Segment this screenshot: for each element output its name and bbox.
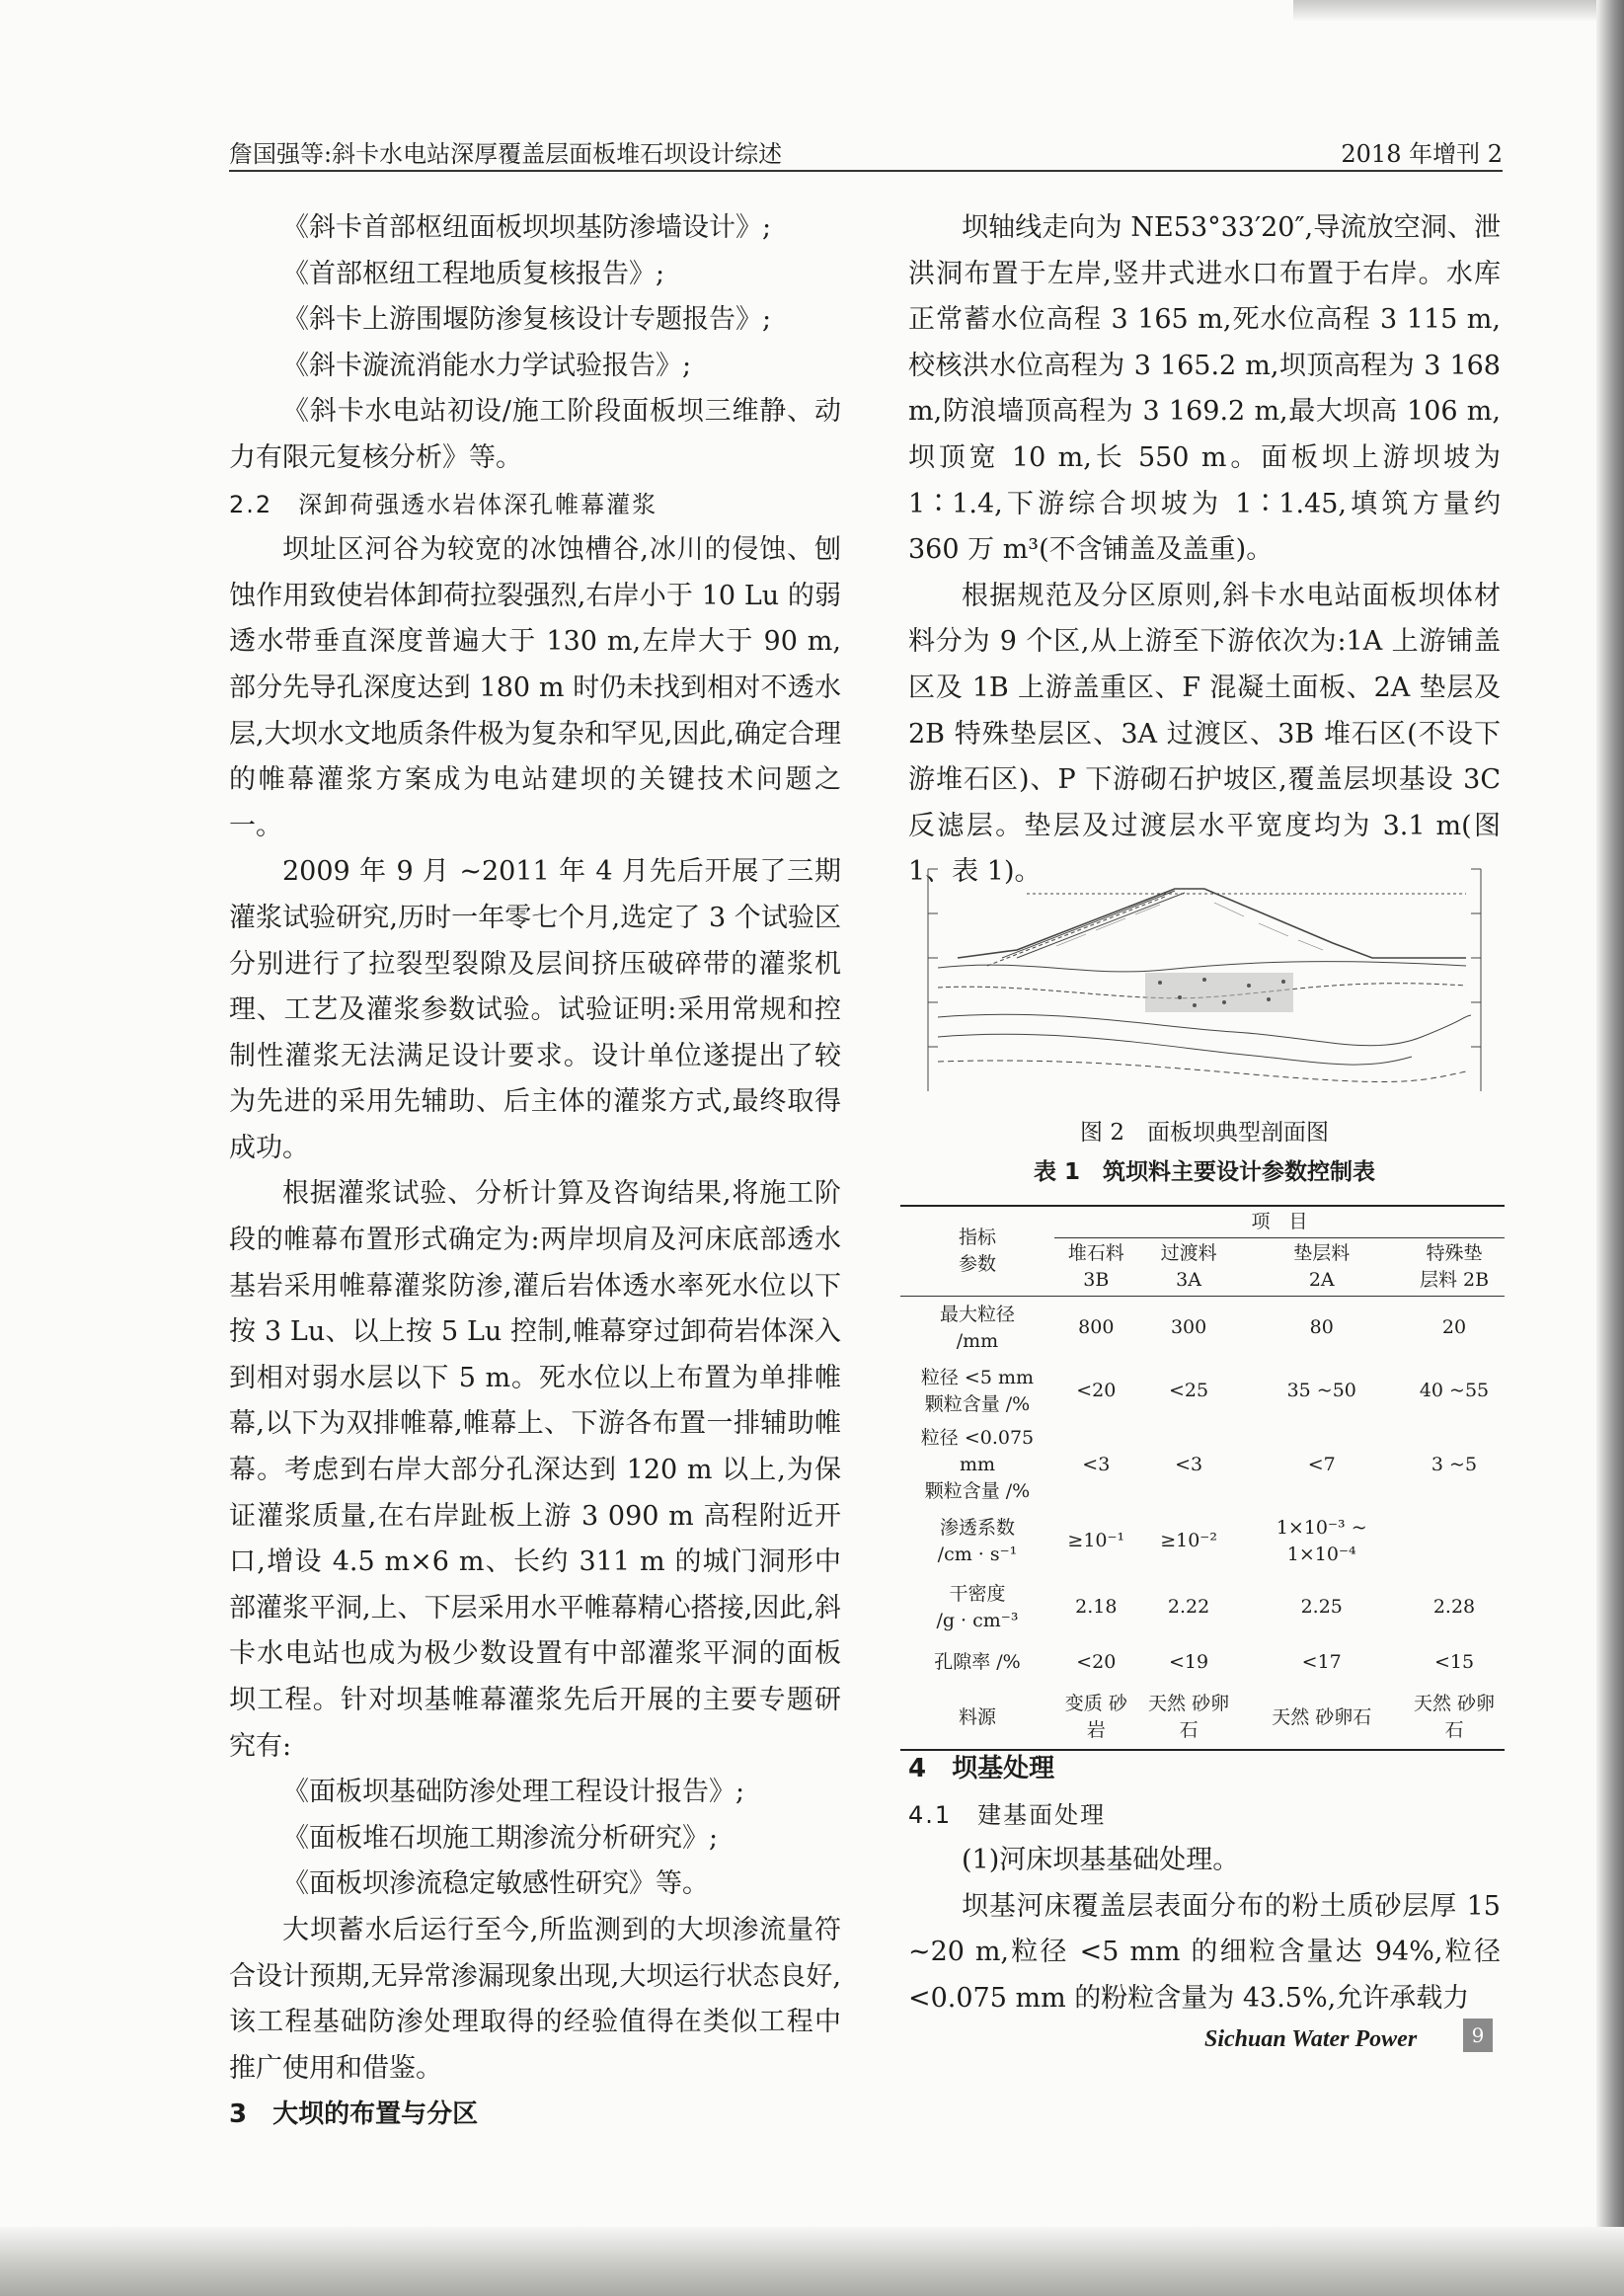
table-cell: 40 ~55: [1419, 1380, 1490, 1401]
table-cell: 20: [1441, 1316, 1467, 1339]
reference-item: 《斜卡水电站初设/施工阶段面板坝三维静、动力有限元复核分析》等。: [229, 396, 841, 473]
header-issue: 2018 年增刊 2: [1341, 140, 1503, 168]
table-cell: 2.28: [1432, 1596, 1476, 1618]
subsection-heading-4-1: 4.1 建基面处理: [908, 1800, 1107, 1829]
reference-item: 《面板堆石坝施工期渗流分析研究》;: [282, 1822, 719, 1854]
design-parameters-table: [900, 1205, 1505, 1751]
table-row: [900, 1639, 1505, 1687]
table-cell: <3: [1082, 1453, 1111, 1475]
reference-item: 《斜卡上游围堰防渗复核设计专题报告》;: [282, 304, 772, 336]
table-cell: <15: [1433, 1651, 1475, 1673]
table-cell: 2.22: [1167, 1596, 1210, 1618]
row-label: 粒径 <0.075 mm 颗粒含量 /%: [920, 1426, 1035, 1502]
table-cell: 2.25: [1300, 1596, 1343, 1618]
table-caption-text: 筑坝料主要设计参数控制表: [1103, 1159, 1375, 1185]
table-group-header: 项 目: [1054, 1206, 1505, 1238]
header-title: 詹国强等:斜卡水电站深厚覆盖层面板堆石坝设计综述: [229, 140, 783, 168]
table-row: [900, 1576, 1505, 1639]
reference-item: 《斜卡漩流消能水力学试验报告》;: [282, 350, 692, 381]
table-row: [900, 1423, 1505, 1507]
table-cell: 80: [1309, 1316, 1334, 1339]
reference-item: 《面板坝渗流稳定敏感性研究》等。: [282, 1868, 709, 1900]
paragraph: 根据灌浆试验、分析计算及咨询结果,将施工阶段的帷幕布置形式确定为:两岸坝肩及河床底部透水基岩采用帷幕灌浆防渗,灌后岩体透水率死水位以下按 3 Lu、以上按 5 Lu 控制,帷幕穿过卸荷岩体深入到相对弱水层以下 5 m。死水位以上布置为单排帷幕,以下为双排帷幕,帷幕上、下游各布置一排辅助帷幕。考虑到右岸大部分孔深达到 120 m 以上,为保证灌浆质量,在右岸趾板上游 3 090 m 高程附近开口,增设 4.5 m×6 m、长约 311 m 的城门洞形中部灌浆平洞,上、下层采用水平帷幕精心搭接,因此,斜卡水电站也成为极少数设置有中部灌浆平洞的面板坝工程。针对坝基帷幕灌浆先后开展的主要专题研究有:: [229, 1178, 841, 1762]
row-label: 料源: [900, 1687, 1054, 1750]
table-cell: 35 ~50: [1286, 1380, 1356, 1401]
table-row: [900, 1297, 1505, 1360]
scan-shadow-bottom: [0, 2227, 1624, 2296]
journal-name: Sichuan Water Power: [1204, 2026, 1418, 2052]
paragraph: 坝址区河谷为较宽的冰蚀槽谷,冰川的侵蚀、刨蚀作用致使岩体卸荷拉裂强烈,右岸小于 10 Lu 的弱透水带垂直深度普遍大于 130 m,左岸大于 90 m,部分先导孔深度达到 180 m 时仍未找到相对不透水层,大坝水文地质条件极为复杂和罕见,因此,确定合理的帷幕灌浆方案成为电站建坝的关键技术问题之一。: [229, 534, 841, 841]
table-cell: <25: [1169, 1380, 1209, 1401]
table-cell: 变质 砂岩: [1054, 1687, 1138, 1750]
table-cell: 天然 砂卵石: [1138, 1687, 1240, 1750]
table-caption-number: 表 1: [1033, 1159, 1080, 1185]
paragraph: 根据规范及分区原则,斜卡水电站面板坝体材料分为 9 个区,从上游至下游依次为:1A 上游铺盖区及 1B 上游盖重区、F 混凝土面板、2A 垫层及 2B 特殊垫层区、3A 过渡区、3B 堆石区(不设下游堆石区)、P 下游砌石护坡区,覆盖层坝基设 3C 反滤层。垫层及过渡层水平宽度均为 3.1 m(图 1、表 1)。: [908, 580, 1501, 888]
table-cell: 天然 砂卵石: [1404, 1687, 1505, 1750]
reference-item: 《面板坝基础防渗处理工程设计报告》;: [282, 1777, 745, 1808]
paragraph: 坝基河床覆盖层表面分布的粉土质砂层厚 15 ~20 m,粒径 <5 mm 的细粒含量达 94%,粒径 <0.075 mm 的粉粒含量为 43.5%,允许承载力: [908, 1890, 1501, 2014]
table-cell: 1×10⁻³ ~ 1×10⁻⁴: [1276, 1516, 1367, 1565]
scan-shadow-right: [1596, 0, 1624, 2296]
column-header: 堆石料 3B: [1054, 1238, 1138, 1297]
table-cell: <20: [1076, 1651, 1117, 1673]
reference-item: 《斜卡首部枢纽面板坝坝基防渗墙设计》;: [282, 212, 772, 243]
table-row: [900, 1687, 1505, 1750]
table-cell: 800: [1078, 1316, 1115, 1339]
paragraph: 2009 年 9 月 ~2011 年 4 月先后开展了三期灌浆试验研究,历时一年零七个月,选定了 3 个试验区分别进行了拉裂型裂隙及层间挤压破碎带的灌浆机理、工艺及灌浆参数试验。试验证明:采用常规和控制性灌浆无法满足设计要求。设计单位遂提出了较为先进的采用先辅助、后主体的灌浆方式,最终取得成功。: [229, 856, 841, 1163]
table-cell: <19: [1169, 1651, 1209, 1673]
table-caption: [908, 1153, 1501, 1186]
scan-shadow-top: [1293, 0, 1624, 22]
column-header: 垫层料 2A: [1239, 1238, 1404, 1297]
table-cell: ≥10⁻¹: [1067, 1530, 1125, 1551]
running-header: [229, 130, 1503, 172]
table-cell: <20: [1076, 1380, 1117, 1401]
table-cell: [1404, 1507, 1505, 1576]
table-cell: 天然 砂卵石: [1239, 1687, 1404, 1750]
paragraph: (1)河床坝基基础处理。: [962, 1845, 1240, 1876]
row-label: 粒径 <5 mm 颗粒含量 /%: [920, 1366, 1035, 1415]
dam-cross-section-figure: [908, 859, 1501, 1096]
column-header: 特殊垫 层料 2B: [1404, 1238, 1505, 1297]
row-label: 孔隙率 /%: [934, 1651, 1021, 1673]
reference-item: 《首部枢纽工程地质复核报告》;: [282, 258, 665, 289]
table-row: [900, 1360, 1505, 1423]
table-row: [900, 1507, 1505, 1576]
table-cell: ≥10⁻²: [1160, 1530, 1217, 1551]
section-heading-4: 4 坝基处理: [908, 1754, 1055, 1783]
table-corner-header: 指标 参数: [900, 1206, 1054, 1297]
row-label: 最大粒径 /mm: [939, 1303, 1015, 1352]
table-cell: <7: [1307, 1453, 1336, 1475]
section-heading-3: 3 大坝的布置与分区: [229, 2099, 479, 2130]
page-number: 9: [1463, 2019, 1493, 2052]
subsection-heading-2-2: 2.2 深卸荷强透水岩体深孔帷幕灌浆: [229, 490, 658, 518]
row-label: 干密度 /g · cm⁻³: [936, 1582, 1019, 1631]
table-cell: 2.18: [1075, 1596, 1118, 1618]
right-column-lower: [908, 1746, 1501, 2022]
paragraph: 坝轴线走向为 NE53°33′20″,导流放空洞、泄洪洞布置于左岸,竖井式进水口布置于右岸。水库正常蓄水位高程 3 165 m,死水位高程 3 115 m,校核洪水位高程为 3 165.2 m,坝顶高程为 3 168 m,防浪墙顶高程为 3 169.2 m,最大坝高 106 m,坝顶宽 10 m,长 550 m。面板坝上游坝坡为 1∶1.4,下游综合坝坡为 1∶1.45,填筑方量约 360 万 m³(不含铺盖及盖重)。: [908, 212, 1501, 566]
left-column: [229, 205, 841, 2138]
column-header: 过渡料 3A: [1138, 1238, 1240, 1297]
right-column: [908, 205, 1501, 896]
table-cell: 300: [1170, 1316, 1207, 1339]
table-cell: 3 ~5: [1431, 1453, 1478, 1475]
table-cell: <17: [1301, 1651, 1342, 1673]
figure-caption: 图 2 面板坝典型剖面图: [1080, 1120, 1329, 1146]
table-cell: <3: [1175, 1453, 1203, 1475]
paragraph: 大坝蓄水后运行至今,所监测到的大坝渗流量符合设计预期,无异常渗漏现象出现,大坝运行状态良好,该工程基础防渗处理取得的经验值得在类似工程中推广使用和借鉴。: [229, 1914, 841, 2084]
row-label: 渗透系数 /cm · s⁻¹: [937, 1516, 1018, 1565]
